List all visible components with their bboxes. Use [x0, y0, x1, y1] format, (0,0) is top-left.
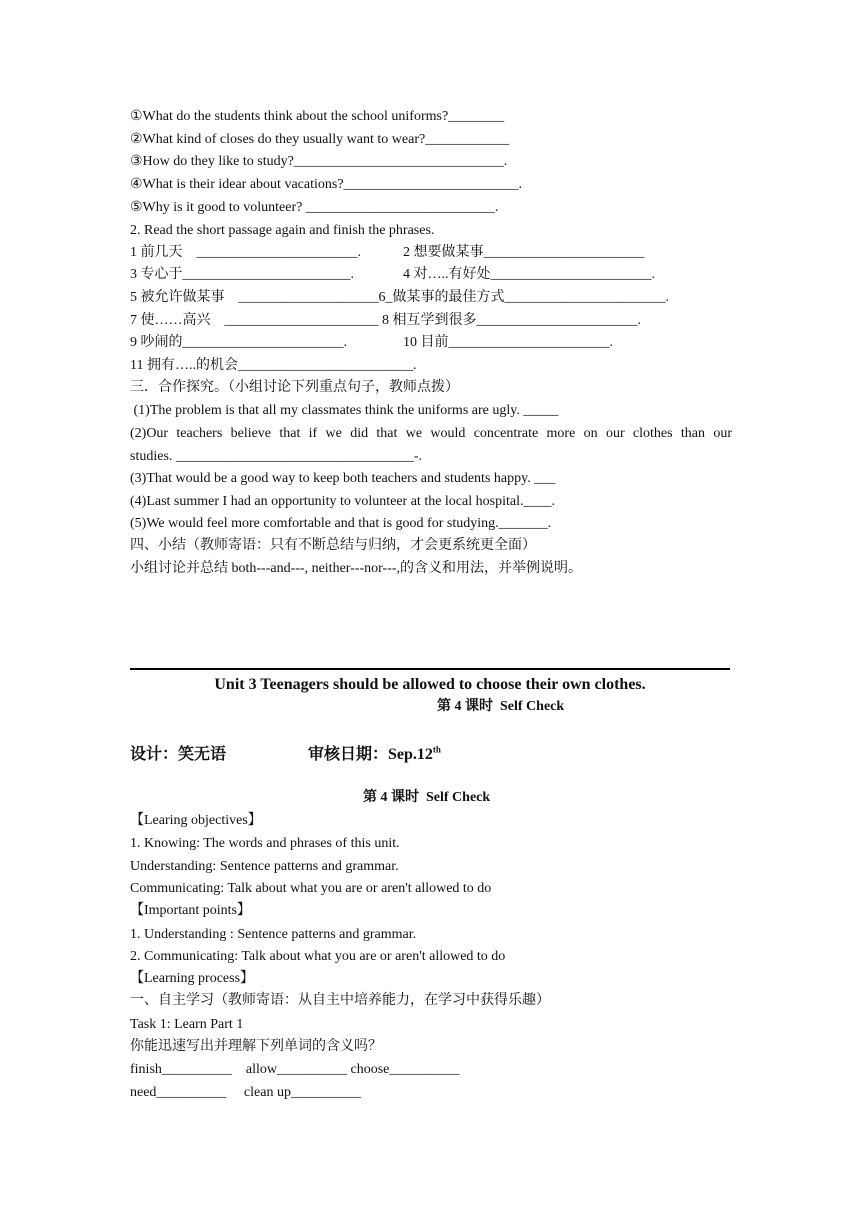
section4-text: 小组讨论并总结 both---and---, neither---nor---,的含义和用法，并举例说明。 [130, 561, 583, 576]
objectives-heading: 【Learing objectives】 [130, 813, 262, 828]
phrase-3: 3 专心于________________________. [130, 267, 354, 282]
sentence-4: (4)Last summer I had an opportunity to volunteer at the local hospital.____. [130, 494, 555, 509]
word-row-2: need__________ clean up__________ [130, 1085, 361, 1100]
word-row-1: finish__________ allow__________ choose__________ [130, 1062, 460, 1077]
phrase-11: 11 拥有…..的机会_________________________. [130, 358, 417, 373]
review-date [308, 741, 441, 764]
task1-prompt: 你能迅速写出并理解下列单词的含义吗？ [130, 1039, 382, 1054]
task2-title: 2. Read the short passage again and finish the phrases. [130, 223, 435, 238]
designer-label: 设计：笑无语 [130, 746, 227, 763]
phrase-5-6: 5 被允许做某事 ____________________6_做某事的最佳方式_______________________. [130, 290, 669, 305]
objective-1: 1. Knowing: The words and phrases of this unit. [130, 836, 400, 851]
phrase-2: 2 想要做某事_______________________ [403, 245, 645, 260]
self-study-heading: 一、自主学习（教师寄语：从自主中培养能力，在学习中获得乐趣） [130, 993, 550, 1008]
sentence-1: (1)The problem is that all my classmates think the uniforms are ugly. _____ [130, 403, 559, 418]
sentence-3: (3)That would be a good way to keep both teachers and students happy. ___ [130, 471, 556, 486]
phrase-1: 1 前几天 _______________________. [130, 245, 361, 260]
phrase-7-8: 7 使……高兴 ______________________ 8 相互学到很多_______________________. [130, 313, 641, 328]
question-5: ⑤Why is it good to volunteer? ___________________________. [130, 200, 499, 215]
lesson-center-title: 第 4 课时 Self Check [363, 790, 491, 805]
sentence-5: (5)We would feel more comfortable and that is good for studying._______. [130, 516, 552, 531]
review-date-sup: th [432, 744, 441, 755]
section3-heading: 三．合作探究。（小组讨论下列重点句子，教师点拨） [130, 380, 459, 395]
question-1: ①What do the students think about the school uniforms?________ [130, 109, 505, 124]
task1-title: Task 1: Learn Part 1 [130, 1017, 244, 1032]
phrase-9: 9 吵闹的_______________________. [130, 335, 347, 350]
unit-title: Unit 3 Teenagers should be allowed to choose their own clothes. [214, 676, 646, 693]
process-heading: 【Learning process】 [130, 971, 255, 986]
lesson-subtitle: 第 4 课时 Self Check [437, 699, 565, 714]
important-1: 1. Understanding : Sentence patterns and grammar. [130, 927, 417, 942]
question-2: ②What kind of closes do they usually want to wear?____________ [130, 132, 510, 147]
important-2: 2. Communicating: Talk about what you are or aren't allowed to do [130, 949, 506, 964]
sentence-2-line1: (2)Our teachers believe that if we did that we would concentrate more on our clothes than our [130, 426, 732, 441]
review-date-label: 审核日期：Sep.12 [308, 746, 433, 763]
phrase-4: 4 对…..有好处_______________________. [403, 267, 655, 282]
question-4: ④What is their idear about vacations?_________________________. [130, 177, 523, 192]
objective-2: Understanding: Sentence patterns and grammar. [130, 859, 399, 874]
important-heading: 【Important points】 [130, 903, 251, 918]
section4-heading: 四、小结（教师寄语：只有不断总结与归纳，才会更系统更全面） [130, 538, 536, 553]
divider-rule [130, 668, 730, 670]
objective-3: Communicating: Talk about what you are or aren't allowed to do [130, 881, 492, 896]
phrase-10: 10 目前_______________________. [403, 335, 613, 350]
question-3: ③How do they like to study?______________________________. [130, 154, 508, 169]
designer-row [130, 741, 441, 764]
sentence-2-line2: studies. __________________________________-. [130, 449, 423, 464]
